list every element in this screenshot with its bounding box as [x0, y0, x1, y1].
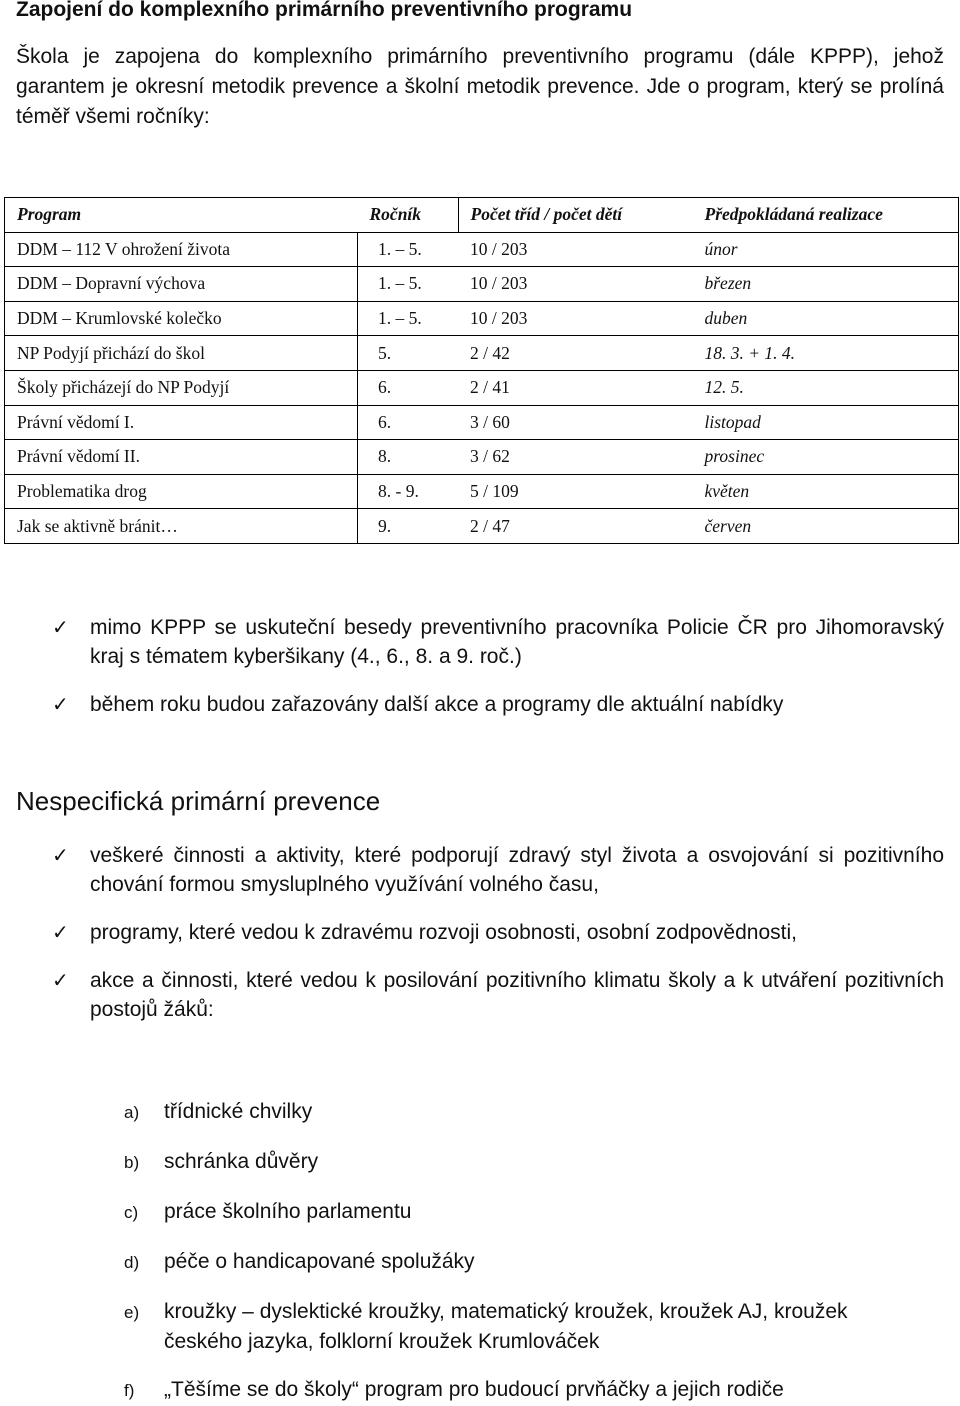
list-item [124, 1375, 924, 1405]
list-item-text: „Těšíme se do školy“ program pro budoucí prvňáčky a jejich rodiče [164, 1378, 784, 1401]
kppp-notes-list [52, 613, 944, 719]
table-row [5, 474, 959, 509]
list-letter: c) [124, 1203, 139, 1222]
header-rocnik: Ročník [358, 198, 459, 233]
list-item-text: veškeré činnosti a aktivity, které podporují zdravý styl života a osvojování si pozitivního chování formou smysluplného využívání volného času, [90, 844, 944, 896]
cell-realizace: duben [693, 301, 959, 336]
list-item [124, 1097, 924, 1127]
cell-pocet: 5 / 109 [458, 474, 693, 509]
table-row [5, 232, 959, 267]
cell-pocet: 10 / 203 [458, 301, 693, 336]
list-item-text: třídnické chvilky [164, 1100, 313, 1123]
cell-realizace: listopad [693, 405, 959, 440]
table-row [5, 370, 959, 405]
cell-program: Právní vědomí I. [5, 405, 358, 440]
list-item-text: během roku budou zařazovány další akce a programy dle aktuální nabídky [90, 693, 784, 716]
cell-pocet: 10 / 203 [458, 232, 693, 267]
intro-paragraph: Škola je zapojena do komplexního primárního preventivního programu (dále KPPP), jehož garantem je okresní metodik prevence a školní metodik prevence. Jde o program, který se prolíná téměř všemi ročníky: [16, 45, 944, 128]
check-mark-icon: ✓ [52, 615, 69, 639]
table-header-row [5, 198, 959, 233]
nespecificka-list [52, 841, 944, 1024]
cell-realizace: 12. 5. [693, 370, 959, 405]
list-item [52, 841, 944, 899]
cell-program: DDM – Krumlovské kolečko [5, 301, 358, 336]
list-item [124, 1247, 924, 1277]
cell-realizace: červen [693, 509, 959, 544]
list-item [52, 613, 944, 671]
table-row [5, 336, 959, 371]
list-letter: b) [124, 1153, 140, 1172]
list-item-text: schránka důvěry [164, 1150, 319, 1173]
list-letter: a) [124, 1103, 140, 1122]
list-item-text: programy, které vedou k zdravému rozvoji osobnosti, osobní zodpovědnosti, [90, 921, 797, 944]
list-item-text: péče o handicapované spolužáky [164, 1250, 475, 1273]
list-item-text: práce školního parlamentu [164, 1200, 412, 1223]
cell-realizace: únor [693, 232, 959, 267]
table-row [5, 267, 959, 302]
list-item [124, 1197, 924, 1227]
list-item-text: mimo KPPP se uskuteční besedy preventivního pracovníka Policie ČR pro Jihomoravský kraj s tématem kyberšikany (4., 6., 8. a 9. roč.) [90, 616, 944, 668]
cell-rocnik: 6. [358, 370, 459, 405]
cell-program: DDM – Dopravní výchova [5, 267, 358, 302]
list-letter: e) [124, 1303, 140, 1322]
list-letter: d) [124, 1253, 140, 1272]
cell-rocnik: 5. [358, 336, 459, 371]
check-mark-icon: ✓ [52, 692, 69, 716]
cell-program: NP Podyjí přichází do škol [5, 336, 358, 371]
cell-realizace: 18. 3. + 1. 4. [693, 336, 959, 371]
table-row [5, 405, 959, 440]
list-item-text: kroužky – dyslektické kroužky, matematický kroužek, kroužek AJ, kroužek českého jazyka, folklorní kroužek Krumlováček [164, 1300, 848, 1353]
header-pocet: Počet tříd / počet dětí [458, 198, 693, 233]
table-row [5, 301, 959, 336]
cell-realizace: březen [693, 267, 959, 302]
table-row [5, 440, 959, 475]
list-item [52, 918, 944, 947]
program-table [4, 197, 959, 544]
cell-program: Školy přicházejí do NP Podyjí [5, 370, 358, 405]
heading-nespecificka: Nespecifická primární prevence [16, 786, 381, 816]
cell-rocnik: 1. – 5. [358, 267, 459, 302]
cell-program: Právní vědomí II. [5, 440, 358, 475]
cell-program: Jak se aktivně bránit… [5, 509, 358, 544]
alpha-list [124, 1097, 924, 1405]
cell-pocet: 2 / 41 [458, 370, 693, 405]
list-item [52, 690, 944, 719]
cell-rocnik: 9. [358, 509, 459, 544]
list-letter: f) [124, 1381, 135, 1400]
cell-rocnik: 1. – 5. [358, 301, 459, 336]
list-item [52, 966, 944, 1024]
header-program: Program [5, 198, 358, 233]
cell-pocet: 3 / 62 [458, 440, 693, 475]
cell-pocet: 2 / 47 [458, 509, 693, 544]
cell-realizace: prosinec [693, 440, 959, 475]
cell-rocnik: 8. - 9. [358, 474, 459, 509]
check-mark-icon: ✓ [52, 843, 69, 867]
cell-program: Problematika drog [5, 474, 358, 509]
list-item-text: akce a činnosti, které vedou k posilování pozitivního klimatu školy a k utváření pozitivních postojů žáků: [90, 969, 944, 1021]
cell-rocnik: 6. [358, 405, 459, 440]
cell-pocet: 10 / 203 [458, 267, 693, 302]
list-item [124, 1297, 924, 1357]
cell-rocnik: 1. – 5. [358, 232, 459, 267]
heading-kppp: Zapojení do komplexního primárního preventivního programu [16, 0, 633, 21]
list-item [124, 1147, 924, 1177]
header-realizace: Předpokládaná realizace [693, 198, 959, 233]
cell-rocnik: 8. [358, 440, 459, 475]
cell-program: DDM – 112 V ohrožení života [5, 232, 358, 267]
cell-pocet: 3 / 60 [458, 405, 693, 440]
check-mark-icon: ✓ [52, 920, 69, 944]
cell-realizace: květen [693, 474, 959, 509]
table-row [5, 509, 959, 544]
check-mark-icon: ✓ [52, 968, 69, 992]
cell-pocet: 2 / 42 [458, 336, 693, 371]
